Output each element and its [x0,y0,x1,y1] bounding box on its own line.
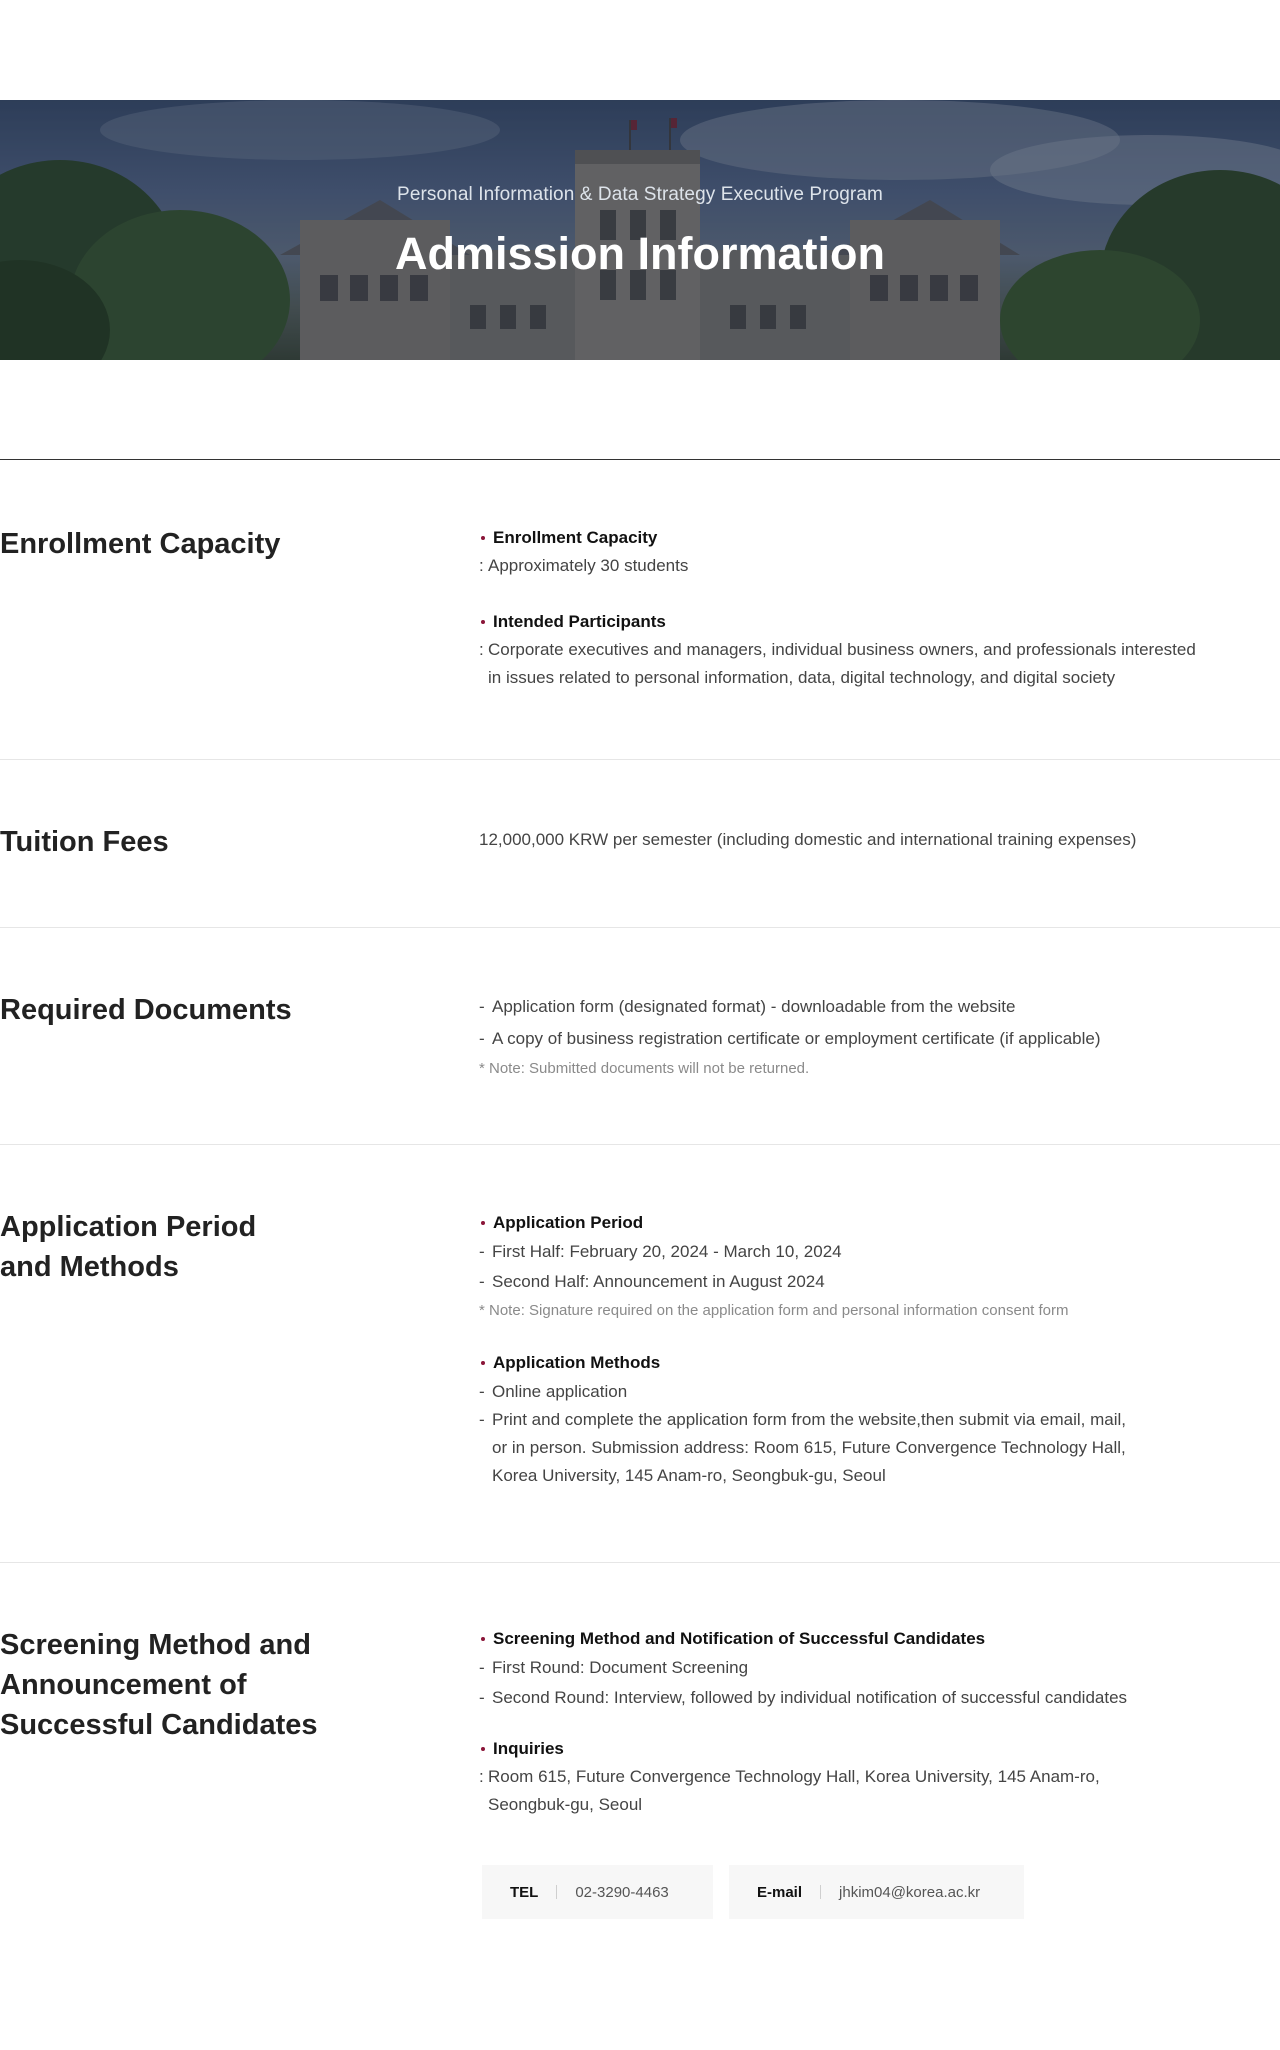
list-item: - Print and complete the application form from the website,then submit via email, mail, [479,1406,1259,1434]
section-title-line-1: Application Period [0,1211,257,1243]
section-content [479,826,1259,854]
contact-separator [556,1885,557,1899]
section-content [479,524,1259,692]
documents-note: * Note: Submitted documents will not be returned. [479,1060,810,1077]
list-item: - Second Half: Announcement in August 2024 [479,1267,1259,1297]
list-item: - A copy of business registration certificate or employment certificate (if applicable) [479,1023,1259,1055]
bullet-heading: Screening Method and Notification of Successful Candidates [479,1625,1259,1653]
list-item: - First Round: Document Screening [479,1653,1259,1683]
section-screening-announcement [0,1563,1280,1983]
participants-text-line-2: in issues related to personal information, data, digital technology, and digital society [488,668,1116,687]
section-title: Required Documents [0,994,292,1026]
email-value[interactable]: jhkim04@korea.ac.kr [839,1883,981,1901]
section-title-line-2: Announcement of [0,1669,247,1701]
section-content [479,991,1259,1083]
section-title: Enrollment Capacity [0,528,281,560]
bullet-heading: Application Methods [479,1349,1259,1377]
section-title: Tuition Fees [0,826,169,858]
section-tuition-fees [0,760,1280,928]
tel-contact-box [482,1865,713,1919]
list-item: - Application form (designated format) - downloadable from the website [479,991,1259,1023]
hero-subtitle: Personal Information & Data Strategy Executive Program [397,184,883,205]
hero-banner [0,100,1280,360]
tel-value[interactable]: 02-3290-4463 [575,1883,669,1901]
list-item: - Second Round: Interview, followed by individual notification of successful candidates [479,1683,1259,1713]
section-content [479,1209,1259,1490]
period-note: * Note: Signature required on the application form and personal information consent form [479,1302,1069,1319]
page-title: Admission Information [394,228,885,279]
bullet-heading: Application Period [479,1209,1259,1237]
section-application-period-methods [0,1145,1280,1563]
inquiries-address-line-1: : Room 615, Future Convergence Technology Hall, Korea University, 145 Anam-ro, [479,1763,1259,1791]
section-title-line-2: and Methods [0,1251,179,1283]
email-label: E-mail [757,1883,803,1901]
section-required-documents [0,928,1280,1145]
participants-text-line-1: : Corporate executives and managers, individual business owners, and professionals interested [479,636,1259,664]
capacity-text: : Approximately 30 students [479,552,1259,580]
bullet-heading: Inquiries [479,1735,1259,1763]
list-item-continuation: Korea University, 145 Anam-ro, Seongbuk-gu, Seoul [492,1466,886,1485]
section-enrollment-capacity [0,460,1280,760]
inquiries-address-line-2: Seongbuk-gu, Seoul [488,1795,643,1814]
section-title-line-1: Screening Method and [0,1629,311,1661]
section-title-line-3: Successful Candidates [0,1709,318,1741]
tel-label: TEL [510,1883,539,1901]
section-title [0,1207,256,1287]
list-item: - First Half: February 20, 2024 - March 10, 2024 [479,1237,1259,1267]
list-item: - Online application [479,1377,1259,1406]
bullet-heading: Enrollment Capacity [479,524,1259,552]
bullet-heading: Intended Participants [479,608,1259,636]
tuition-text: 12,000,000 KRW per semester (including domestic and international training expenses) [479,830,1137,849]
contact-separator [820,1885,821,1899]
email-contact-box [729,1865,1024,1919]
list-item-continuation: or in person. Submission address: Room 615, Future Convergence Technology Hall, [492,1438,1126,1457]
section-title [0,1625,318,1745]
section-content [479,1625,1259,1819]
